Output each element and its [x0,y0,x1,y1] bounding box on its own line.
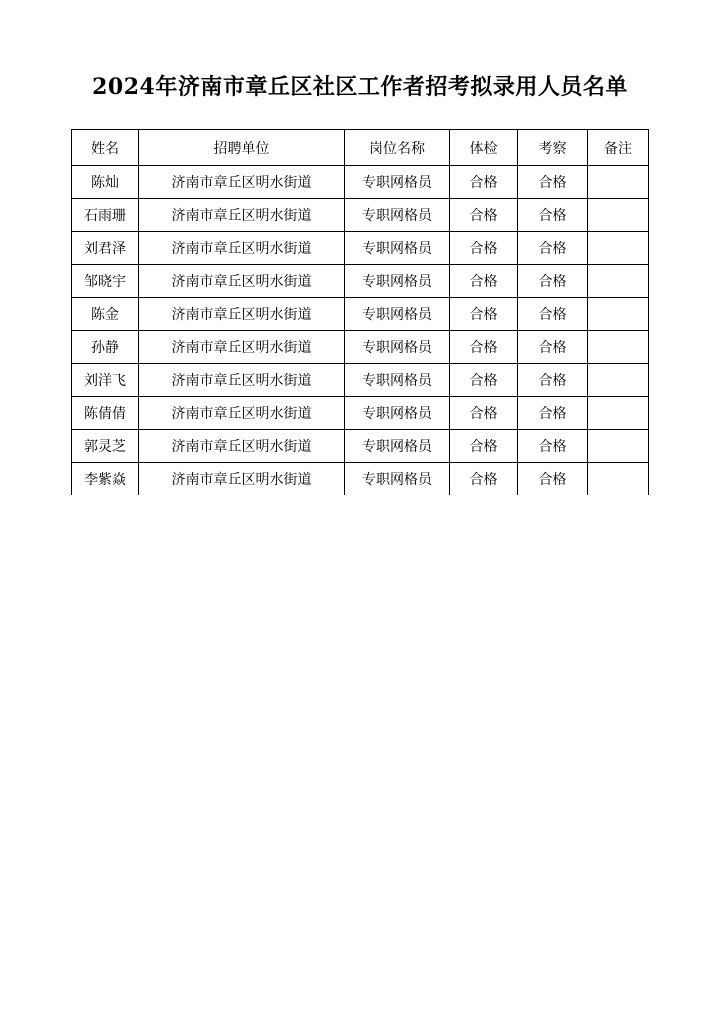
cell-position: 专职网格员 [345,364,450,397]
cell-medical-exam: 合格 [450,430,518,463]
roster-table [71,129,649,495]
cell-position: 专职网格员 [345,166,450,199]
cell-medical-exam: 合格 [450,298,518,331]
table-row [72,298,649,331]
cell-medical-exam: 合格 [450,232,518,265]
cell-name: 陈金 [72,298,139,331]
cell-position: 专职网格员 [345,298,450,331]
cell-remarks [588,298,649,331]
cell-position: 专职网格员 [345,463,450,496]
cell-employer: 济南市章丘区明水街道 [139,298,345,331]
cell-employer: 济南市章丘区明水街道 [139,265,345,298]
cell-employer: 济南市章丘区明水街道 [139,166,345,199]
table-row [72,199,649,232]
cell-remarks [588,397,649,430]
table-header [72,130,649,166]
cell-position: 专职网格员 [345,331,450,364]
cell-assessment: 合格 [518,298,588,331]
cell-name: 李紫焱 [72,463,139,496]
cell-name: 陈灿 [72,166,139,199]
cell-medical-exam: 合格 [450,397,518,430]
cell-assessment: 合格 [518,265,588,298]
cell-remarks [588,232,649,265]
cell-name: 邹晓宇 [72,265,139,298]
cell-assessment: 合格 [518,430,588,463]
table-row [72,430,649,463]
cell-assessment: 合格 [518,463,588,496]
cell-position: 专职网格员 [345,199,450,232]
header-row [72,130,649,166]
cell-name: 石雨珊 [72,199,139,232]
cell-medical-exam: 合格 [450,463,518,496]
cell-remarks [588,463,649,496]
cell-employer: 济南市章丘区明水街道 [139,397,345,430]
header-position: 岗位名称 [345,130,450,166]
table-row [72,463,649,496]
document-title: 2024年济南市章丘区社区工作者招考拟录用人员名单 [92,74,628,100]
table-row [72,331,649,364]
cell-assessment: 合格 [518,166,588,199]
cell-name: 刘洋飞 [72,364,139,397]
cell-employer: 济南市章丘区明水街道 [139,331,345,364]
cell-position: 专职网格员 [345,430,450,463]
cell-employer: 济南市章丘区明水街道 [139,199,345,232]
table-row [72,232,649,265]
cell-assessment: 合格 [518,397,588,430]
header-remarks: 备注 [588,130,649,166]
cell-medical-exam: 合格 [450,364,518,397]
cell-position: 专职网格员 [345,397,450,430]
cell-remarks [588,331,649,364]
cell-employer: 济南市章丘区明水街道 [139,430,345,463]
cell-medical-exam: 合格 [450,199,518,232]
cell-remarks [588,199,649,232]
cell-employer: 济南市章丘区明水街道 [139,364,345,397]
cell-medical-exam: 合格 [450,265,518,298]
cell-assessment: 合格 [518,232,588,265]
cell-employer: 济南市章丘区明水街道 [139,463,345,496]
header-medical-exam: 体检 [450,130,518,166]
cell-name: 刘君泽 [72,232,139,265]
header-employer: 招聘单位 [139,130,345,166]
cell-position: 专职网格员 [345,232,450,265]
cell-employer: 济南市章丘区明水街道 [139,232,345,265]
cell-name: 陈倩倩 [72,397,139,430]
cell-remarks [588,265,649,298]
cell-position: 专职网格员 [345,265,450,298]
header-name: 姓名 [72,130,139,166]
cell-remarks [588,166,649,199]
cell-medical-exam: 合格 [450,331,518,364]
table-row [72,397,649,430]
header-assessment: 考察 [518,130,588,166]
cell-remarks [588,430,649,463]
cell-assessment: 合格 [518,199,588,232]
cell-remarks [588,364,649,397]
table-row [72,364,649,397]
cell-assessment: 合格 [518,364,588,397]
cell-name: 孙静 [72,331,139,364]
table-body [72,166,649,496]
table-row [72,166,649,199]
cell-assessment: 合格 [518,331,588,364]
cell-medical-exam: 合格 [450,166,518,199]
table-row [72,265,649,298]
cell-name: 郭灵芝 [72,430,139,463]
